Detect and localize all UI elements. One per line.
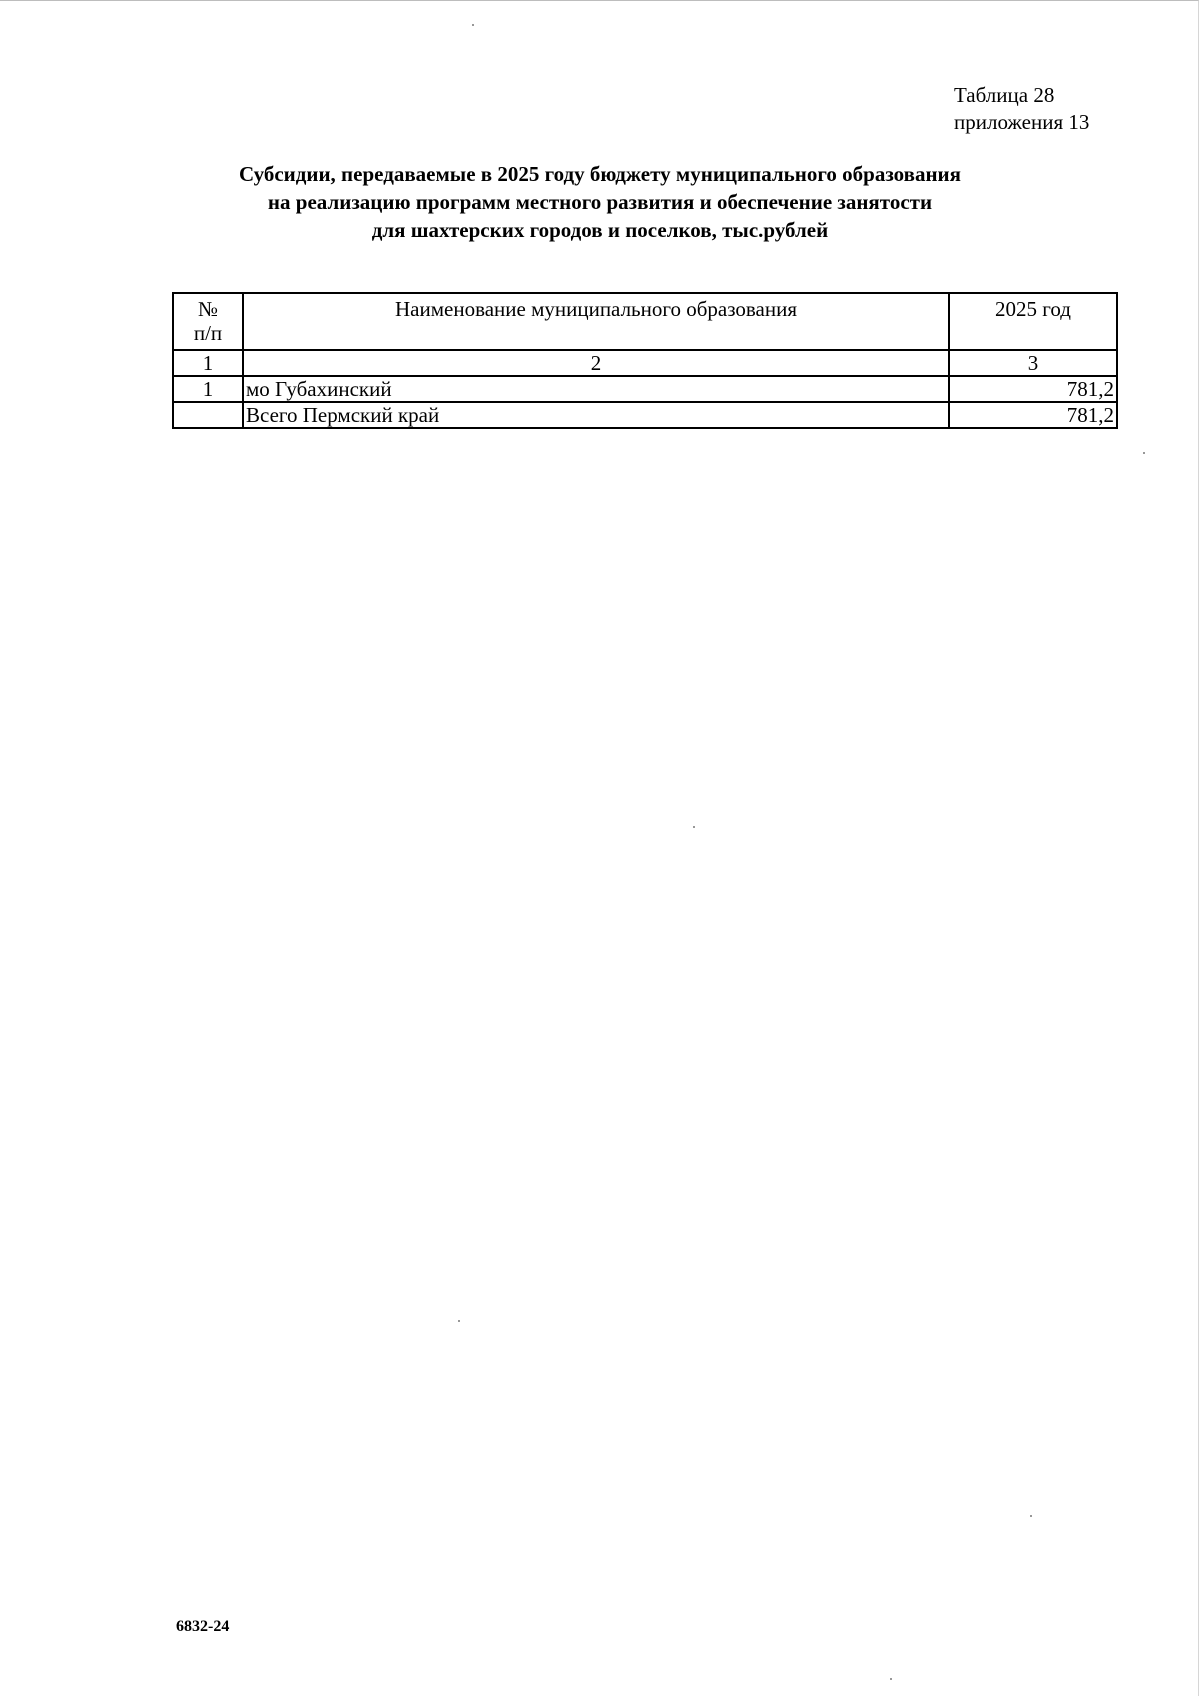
column-index-row	[173, 350, 1117, 376]
subsidy-table	[172, 292, 1118, 429]
header-name-cell: Наименование муниципального образования	[243, 293, 949, 350]
row-value-cell: 781,2	[949, 376, 1117, 402]
table-header-row	[173, 293, 1117, 350]
header-year-cell: 2025 год	[949, 293, 1117, 350]
header-num-symbol: №	[197, 297, 219, 321]
row-number-cell	[173, 402, 243, 428]
scan-speck	[1143, 452, 1145, 454]
scan-speck	[1030, 1515, 1032, 1517]
column-index-cell: 1	[173, 350, 243, 376]
table-row	[173, 376, 1117, 402]
document-title	[150, 160, 1050, 244]
header-num-cell	[173, 293, 243, 350]
header-num-abbr: п/п	[193, 321, 223, 345]
column-index-cell: 2	[243, 350, 949, 376]
row-value-cell: 781,2	[949, 402, 1117, 428]
document-code: 6832-24	[176, 1618, 230, 1635]
row-number-cell: 1	[173, 376, 243, 402]
row-name-cell: Всего Пермский край	[243, 402, 949, 428]
table-ref-number: Таблица 28	[954, 83, 1055, 107]
title-line-1: Субсидии, передаваемые в 2025 году бюджету муниципального образования	[238, 162, 962, 186]
table-reference	[954, 82, 1089, 136]
column-index-cell: 3	[949, 350, 1117, 376]
title-line-3: для шахтерских городов и поселков, тыс.рублей	[371, 218, 829, 242]
title-line-2: на реализацию программ местного развития и обеспечение занятости	[267, 190, 933, 214]
scan-speck	[693, 826, 695, 828]
scan-speck	[890, 1678, 892, 1680]
row-name-cell: мо Губахинский	[243, 376, 949, 402]
scan-speck	[472, 24, 474, 26]
scan-speck	[458, 1320, 460, 1322]
table-ref-appendix: приложения 13	[954, 110, 1090, 134]
table-total-row	[173, 402, 1117, 428]
